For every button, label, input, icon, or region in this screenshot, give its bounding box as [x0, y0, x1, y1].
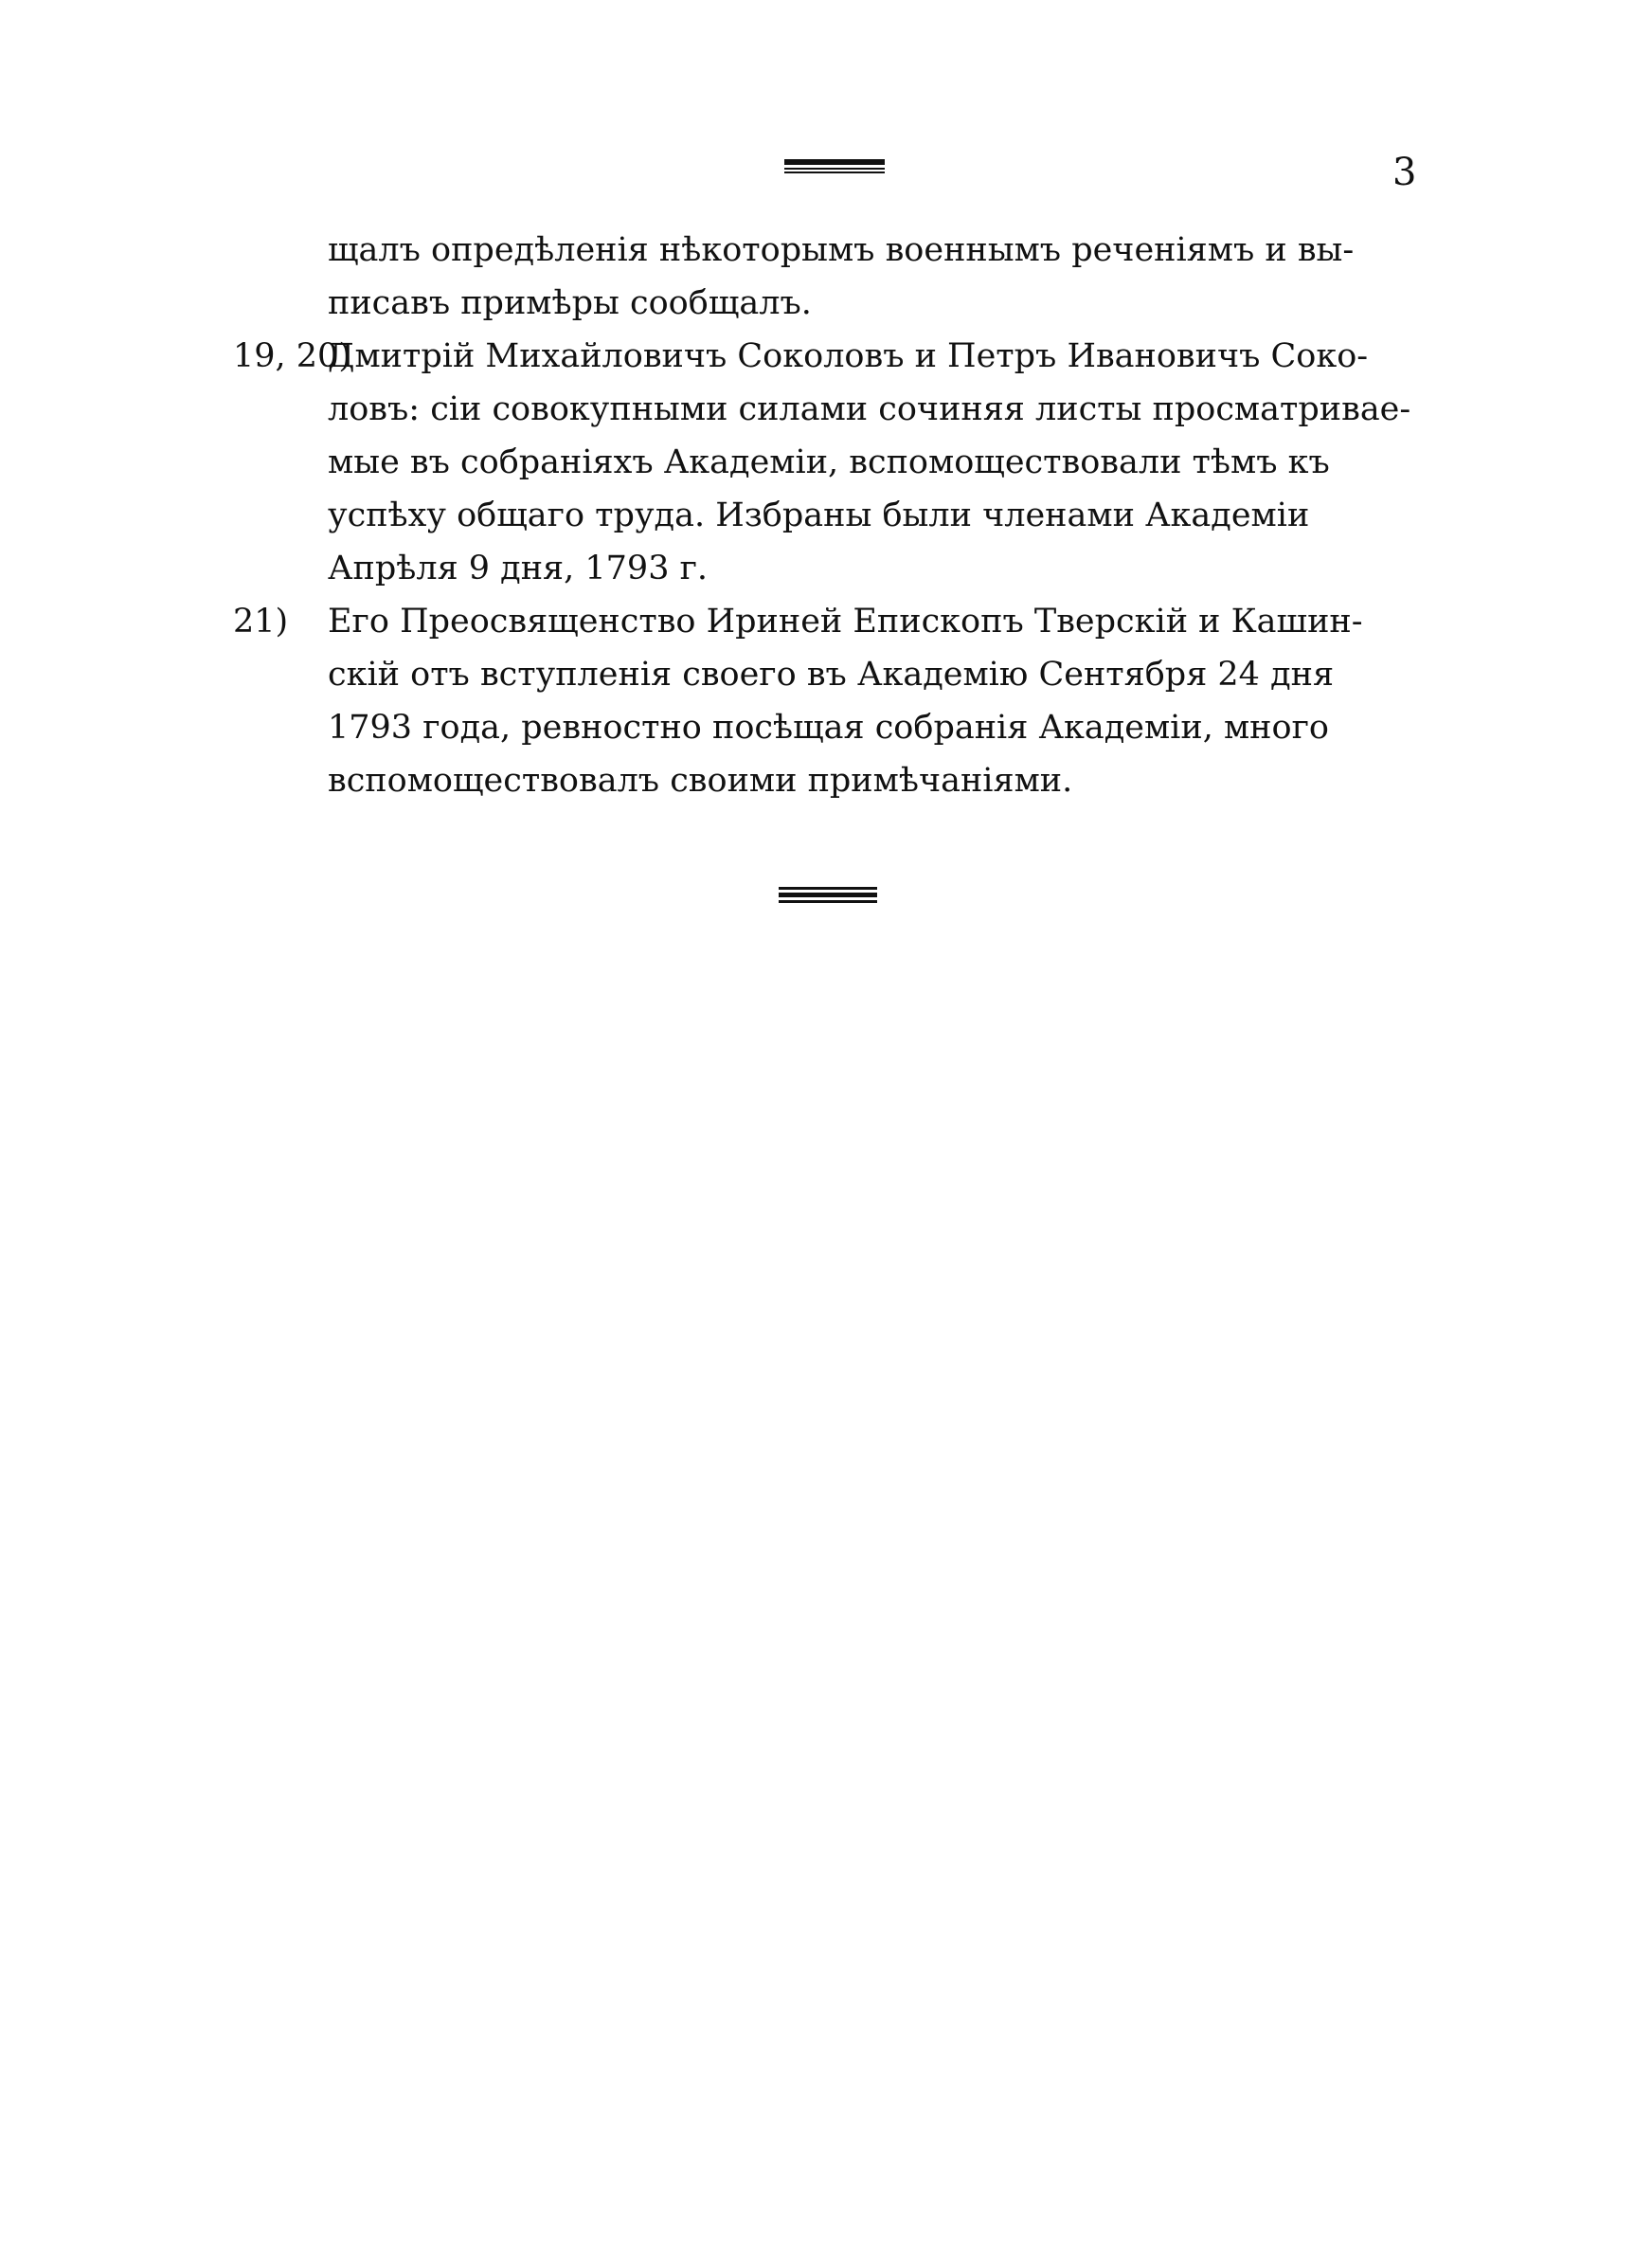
entry-number: 19, 20): [233, 337, 351, 375]
header-rule-thick-line: [784, 159, 885, 165]
footer-rule-thin-line: [779, 887, 877, 890]
paragraph-body: [328, 224, 1417, 330]
text-line: Его Преосвященство Ириней Епископъ Тверскій и Кашин-: [328, 603, 1363, 641]
text-block: [233, 224, 1417, 807]
header-ornamental-rule: [784, 159, 885, 174]
paragraph-body: [328, 595, 1417, 807]
paragraph-entry-21: [233, 595, 1417, 807]
header-rule-thin-line: [784, 172, 885, 173]
text-line: ловъ: сіи совокупными силами сочиняя листы просматривае-: [328, 390, 1411, 428]
footer-rule-thick-line: [779, 893, 877, 897]
text-line: Апрѣля 9 дня, 1793 г.: [328, 550, 709, 587]
text-line: мые въ собраніяхъ Академіи, вспомоществовали тѣмъ къ: [328, 443, 1330, 481]
entry-number: 21): [233, 603, 289, 641]
footer-ornamental-rule: [779, 887, 877, 904]
paragraph-entry-19-20: [233, 330, 1417, 595]
text-line: успѣху общаго труда. Избраны были членами Академіи: [328, 497, 1310, 534]
text-line: Дмитрій Михайловичъ Соколовъ и Петръ Ивановичъ Соко-: [328, 337, 1369, 375]
text-line: скій отъ вступленія своего въ Академію Сентября 24 дня: [328, 656, 1335, 694]
header-rule-thin-line: [784, 168, 885, 170]
text-line: вспомоществовалъ своими примѣчаніями.: [328, 762, 1073, 800]
text-line: щалъ опредѣленія нѣкоторымъ военнымъ реченіямъ и вы-: [328, 231, 1355, 269]
page-number: 3: [1392, 151, 1417, 194]
text-line: писавъ примѣры сообщалъ.: [328, 284, 812, 322]
paragraph-continuation: [233, 224, 1417, 330]
footer-rule-thin-line: [779, 900, 877, 903]
text-line: 1793 года, ревностно посѣщая собранія Академіи, много: [328, 709, 1329, 747]
paragraph-body: [328, 330, 1417, 595]
